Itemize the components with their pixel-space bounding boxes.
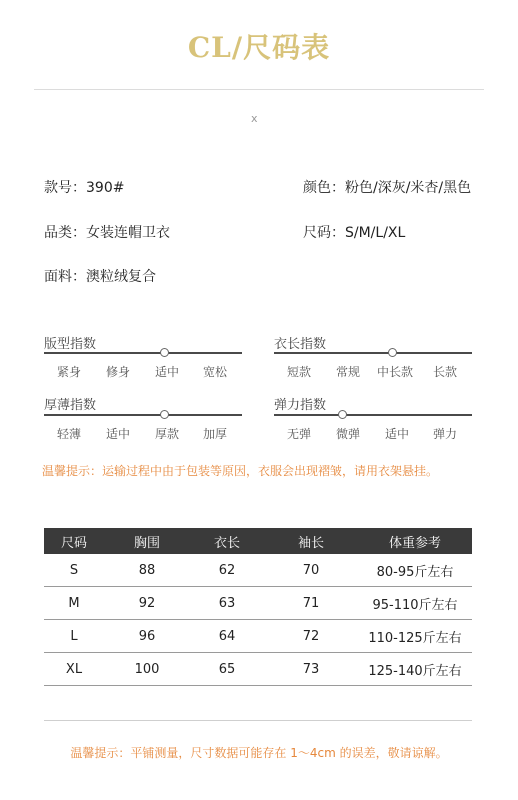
table-cell: L — [44, 620, 104, 653]
scale-option: 无弹 — [287, 427, 312, 441]
care-tip: 温馨提示：运输过程中由于包装等原因，衣服会出现褶皱，请用衣架悬挂。 — [42, 464, 439, 478]
table-cell: M — [44, 587, 104, 620]
scale-option: 轻薄 — [57, 427, 82, 441]
scale-option: 中长款 — [377, 365, 414, 379]
column-header: 袖长 — [264, 528, 358, 554]
page-title: CL/尺码表 — [187, 31, 331, 64]
scale-option: 宽松 — [203, 365, 228, 379]
scale-option: 适中 — [106, 427, 131, 441]
scale-marker — [160, 410, 169, 419]
color-options: 颜色：粉色/深灰/米杏/黑色 — [303, 180, 472, 196]
scale-option: 加厚 — [203, 427, 228, 441]
close-mark: x — [251, 112, 258, 125]
scale-option: 弹力 — [433, 427, 458, 441]
column-header: 尺码 — [44, 528, 104, 554]
table-cell: 70 — [264, 554, 358, 587]
scale-option: 厚款 — [155, 427, 180, 441]
table-cell: XL — [44, 653, 104, 686]
scale-option: 微弹 — [336, 427, 361, 441]
table-cell: 71 — [264, 587, 358, 620]
column-header: 体重参考 — [358, 528, 472, 554]
title-divider — [34, 89, 484, 90]
table-row — [44, 554, 472, 587]
size-range: 尺码：S/M/L/XL — [303, 225, 406, 241]
table-cell: 72 — [264, 620, 358, 653]
table-cell: S — [44, 554, 104, 587]
column-header: 胸围 — [104, 528, 190, 554]
table-row — [44, 620, 472, 653]
scale-track — [44, 414, 242, 416]
table-divider — [44, 720, 472, 721]
table-row — [44, 587, 472, 620]
scale-option: 适中 — [155, 365, 180, 379]
scale-label: 衣长指数 — [274, 337, 327, 352]
scale-label: 版型指数 — [44, 337, 97, 352]
scale-option: 常规 — [336, 365, 361, 379]
table-cell: 73 — [264, 653, 358, 686]
scale-option: 适中 — [385, 427, 410, 441]
scale-marker — [388, 348, 397, 357]
scale-option: 修身 — [106, 365, 131, 379]
scale-track — [274, 352, 472, 354]
table-cell: 100 — [104, 653, 190, 686]
table-cell: 80-95斤左右 — [358, 554, 472, 587]
table-cell: 64 — [190, 620, 264, 653]
table-cell: 125-140斤左右 — [358, 653, 472, 686]
table-cell: 95-110斤左右 — [358, 587, 472, 620]
table-cell: 62 — [190, 554, 264, 587]
scale-option: 紧身 — [57, 365, 82, 379]
scale-marker — [160, 348, 169, 357]
scale-track — [274, 414, 472, 416]
scale-option: 短款 — [287, 365, 312, 379]
style-number: 款号：390# — [44, 180, 125, 196]
size-table — [44, 528, 472, 686]
scale-marker — [338, 410, 347, 419]
fabric: 面料：澳粒绒复合 — [44, 269, 156, 285]
category: 品类：女装连帽卫衣 — [44, 225, 170, 241]
scale-option: 长款 — [433, 365, 458, 379]
table-cell: 88 — [104, 554, 190, 587]
table-cell: 110-125斤左右 — [358, 620, 472, 653]
table-cell: 96 — [104, 620, 190, 653]
scale-label: 弹力指数 — [274, 398, 327, 413]
table-cell: 65 — [190, 653, 264, 686]
table-cell: 92 — [104, 587, 190, 620]
table-cell: 63 — [190, 587, 264, 620]
scale-label: 厚薄指数 — [44, 398, 97, 413]
scale-track — [44, 352, 242, 354]
table-row — [44, 653, 472, 686]
table-header-row — [44, 528, 472, 554]
column-header: 衣长 — [190, 528, 264, 554]
measurement-tip: 温馨提示：平铺测量，尺寸数据可能存在 1～4cm 的误差，敬请谅解。 — [70, 746, 448, 760]
